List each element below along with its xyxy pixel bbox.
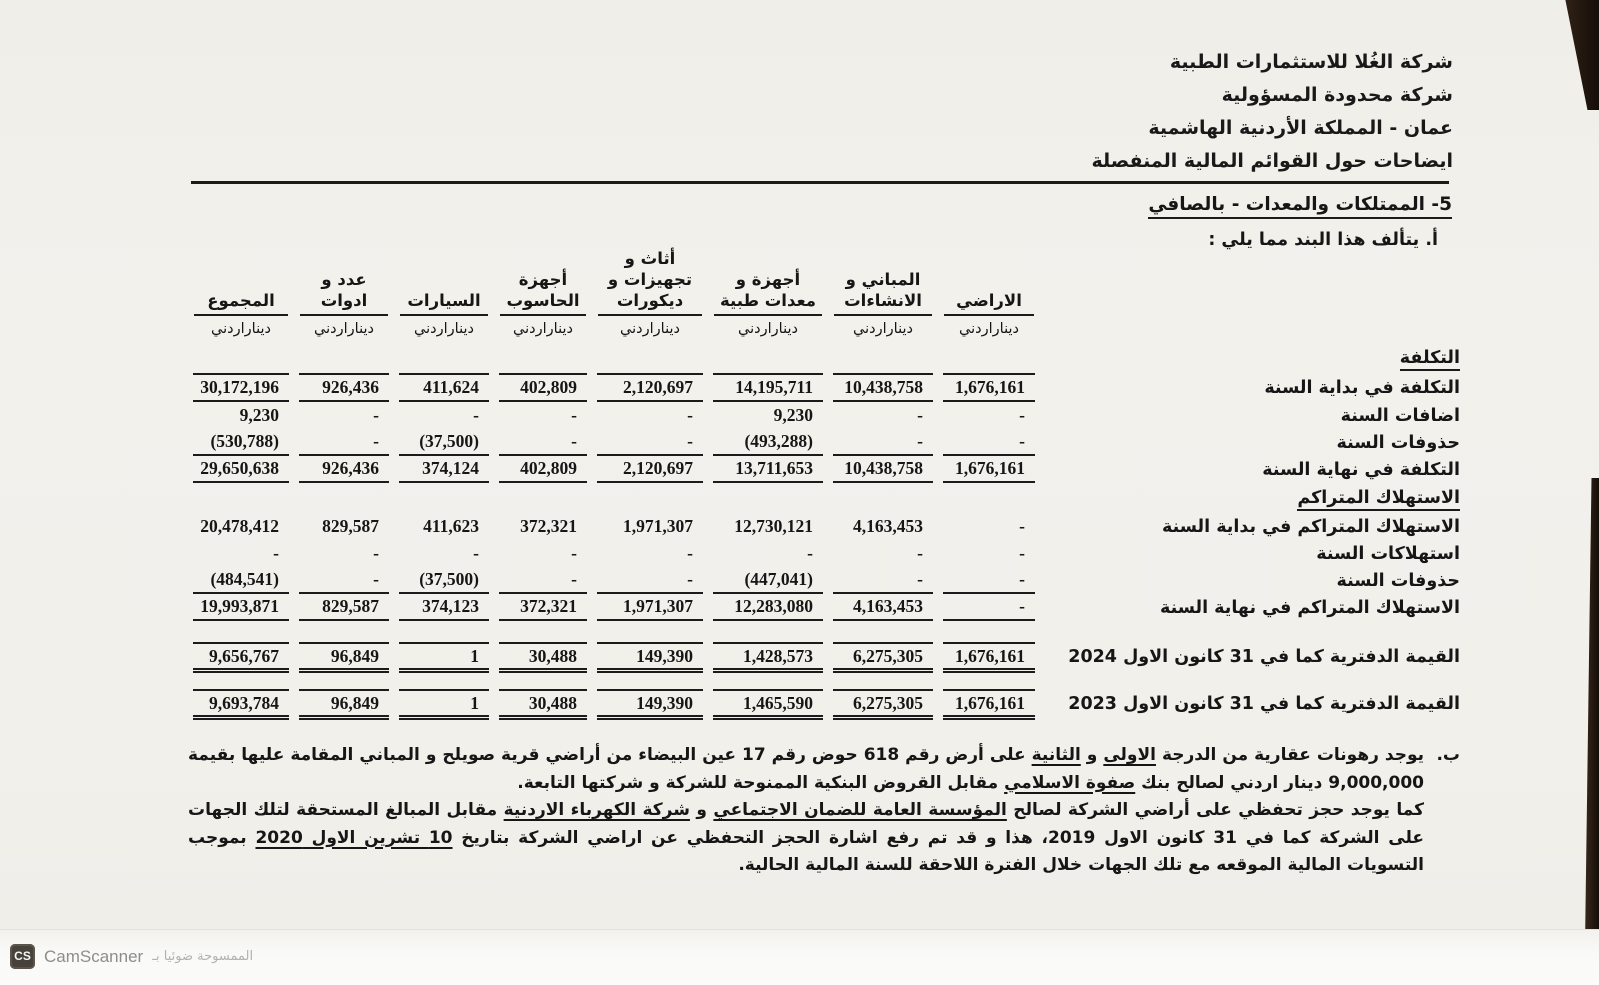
spacer-cell xyxy=(188,673,1460,688)
value-cell: - xyxy=(938,594,1040,621)
value-cell: 10,438,758 xyxy=(828,456,938,483)
note-text-segment: 31 كانون الاول 2019 xyxy=(1047,827,1237,848)
section-label: الاستهلاك المتراكم xyxy=(1297,488,1460,511)
row-label: حذوفات السنة xyxy=(1336,432,1460,453)
value-cell: 6,275,305 xyxy=(828,688,938,720)
note-text-segment: على أرض رقم xyxy=(899,745,1032,765)
value-cell: (493,288) xyxy=(708,429,828,456)
table-row xyxy=(188,373,1460,402)
value-cell: 2,120,697 xyxy=(592,456,708,483)
value-cell: 9,230 xyxy=(773,405,813,425)
note-text-segment: ، هذا و قد تم رفع اشارة الحجز التحفظي عن اراضي الشركة بتاريخ xyxy=(452,827,1048,848)
section-label-cell xyxy=(188,483,1460,513)
property-equipment-table xyxy=(188,246,1460,720)
value-cell: 30,488 xyxy=(494,641,592,673)
value-cell: 4,163,453 xyxy=(828,594,938,621)
section-label: التكلفة xyxy=(1400,348,1460,371)
value-cell: (447,041) xyxy=(708,567,828,594)
column-header-medical-equipment xyxy=(708,246,828,343)
note-text-segment: حوض رقم xyxy=(765,745,864,765)
row-label: حذوفات السنة xyxy=(1336,570,1460,591)
value-cell: 13,711,653 xyxy=(708,456,828,483)
value-cell: - xyxy=(373,405,379,425)
table-row xyxy=(188,673,1460,688)
note-text-segment: 618 xyxy=(863,745,900,765)
value-cell: - xyxy=(592,567,708,594)
table-row xyxy=(188,688,1460,720)
header-divider xyxy=(191,181,1449,184)
value-cell: 1,676,161 xyxy=(938,456,1040,483)
value-cell: 402,809 xyxy=(494,456,592,483)
value-cell: 19,993,871 xyxy=(188,594,294,621)
note-text-segment: يوجد رهونات عقارية من الدرجة xyxy=(1155,745,1424,765)
value-cell: 372,321 xyxy=(494,594,592,621)
section-title: 5- الممتلكات والمعدات - بالصافي xyxy=(1148,194,1452,219)
value-cell: 372,321 xyxy=(520,516,577,536)
value-cell: - xyxy=(828,567,938,594)
label-column-header xyxy=(1040,246,1460,343)
value-cell: - xyxy=(294,429,394,456)
company-name: شركة الغُلا للاستثمارات الطبية xyxy=(1169,51,1453,73)
value-cell: 9,656,767 xyxy=(188,641,294,673)
value-cell: - xyxy=(294,567,394,594)
row-label: اضافات السنة xyxy=(1340,405,1460,426)
value-cell: 411,623 xyxy=(423,516,479,536)
column-unit: ديناراردني xyxy=(738,321,798,337)
note-paragraph-1 xyxy=(188,742,1424,797)
column-unit: ديناراردني xyxy=(620,321,680,337)
value-cell: 30,172,196 xyxy=(188,373,294,402)
table-row xyxy=(188,540,1460,567)
column-unit: ديناراردني xyxy=(414,321,474,337)
value-cell: - xyxy=(571,543,577,563)
value-cell: 1 xyxy=(394,688,494,720)
value-cell: 1,465,590 xyxy=(708,688,828,720)
note-text-segment: مقابل المبالغ المستحقة لتلك الجهات على الشركة كما في xyxy=(188,800,1425,848)
note-text-segment: بموجب التسويات المالية الموقعه مع تلك الجهات خلال الفترة اللاحقة للسنة المالية الحالية. xyxy=(188,827,1424,875)
value-cell: 29,650,638 xyxy=(188,456,294,483)
note-text-segment: عين البيضاء من أراضي قرية صويلح و المباني المقامة عليها بقيمة xyxy=(188,745,743,765)
row-label: الاستهلاك المتراكم في بداية السنة xyxy=(1161,516,1460,537)
column-title: أجهزة الحاسوب xyxy=(500,246,586,316)
column-title: المباني و الانشاءات xyxy=(834,246,932,316)
note-text-segment: كما يوجد حجز تحفظي على أراضي الشركة لصالح xyxy=(1006,800,1425,820)
value-cell: - xyxy=(494,567,592,594)
value-cell: - xyxy=(687,405,693,425)
value-cell: - xyxy=(938,567,1040,594)
table-row xyxy=(188,641,1460,673)
value-cell: - xyxy=(1019,516,1025,536)
camscanner-brand: CamScanner xyxy=(44,946,144,966)
table-row xyxy=(188,621,1460,641)
row-label: الاستهلاك المتراكم في نهاية السنة xyxy=(1159,597,1460,618)
value-cell: 14,195,711 xyxy=(708,373,828,402)
value-cell: 411,624 xyxy=(394,373,494,402)
note-text-segment: و xyxy=(1080,745,1104,765)
value-cell: 829,587 xyxy=(294,594,394,621)
value-cell: 374,123 xyxy=(394,594,494,621)
value-cell: 1,676,161 xyxy=(938,688,1040,720)
table-row xyxy=(188,594,1460,621)
table-header xyxy=(188,246,1460,343)
column-title: المجموع xyxy=(194,246,288,316)
value-cell: (37,500) xyxy=(394,567,494,594)
value-cell: 1,971,307 xyxy=(623,516,693,536)
value-cell: 149,390 xyxy=(592,641,708,673)
value-cell: - xyxy=(938,429,1040,456)
section-label-cell xyxy=(188,343,1460,373)
note-paragraphs xyxy=(188,742,1424,880)
value-cell: 10,438,758 xyxy=(828,373,938,402)
column-header-cars xyxy=(394,246,494,343)
value-cell: 9,693,784 xyxy=(188,688,294,720)
value-cell: 30,488 xyxy=(494,688,592,720)
value-cell: (37,500) xyxy=(394,429,494,456)
value-cell: 9,230 xyxy=(239,405,279,425)
table-row xyxy=(188,456,1460,483)
value-cell: - xyxy=(917,405,923,425)
column-unit: ديناراردني xyxy=(853,321,913,337)
value-cell: 149,390 xyxy=(592,688,708,720)
value-cell: (530,788) xyxy=(188,429,294,456)
value-cell: 96,849 xyxy=(294,688,394,720)
value-cell: 20,478,412 xyxy=(200,516,279,536)
note-text-segment: الثانية xyxy=(1031,745,1081,765)
table-row xyxy=(188,402,1460,429)
note-text-segment: شركة الكهرباء الاردنية xyxy=(503,800,690,820)
camscanner-watermark xyxy=(10,944,253,969)
value-cell: - xyxy=(494,429,592,456)
table-row xyxy=(188,483,1460,513)
camscanner-logo-icon: CS xyxy=(10,944,35,969)
value-cell: 402,809 xyxy=(494,373,592,402)
value-cell: 6,275,305 xyxy=(828,641,938,673)
note-b-marker: ب. xyxy=(1436,745,1460,765)
spacer-cell xyxy=(188,621,1460,641)
value-cell: 12,283,080 xyxy=(708,594,828,621)
column-header-furniture-decor xyxy=(592,246,708,343)
column-unit: ديناراردني xyxy=(314,321,374,337)
value-cell: (484,541) xyxy=(188,567,294,594)
row-label: التكلفة في نهاية السنة xyxy=(1262,459,1460,480)
company-location: عمان - المملكة الأردنية الهاشمية xyxy=(1148,117,1453,139)
note-text-segment: 10 تشرين الاول 2020 xyxy=(255,827,453,848)
value-cell: 1,971,307 xyxy=(592,594,708,621)
value-cell: - xyxy=(473,543,479,563)
value-cell: - xyxy=(273,543,279,563)
value-cell: 4,163,453 xyxy=(853,516,923,536)
value-cell: - xyxy=(687,543,693,563)
column-unit: ديناراردني xyxy=(211,321,271,337)
note-text-segment: المؤسسة العامة للضمان الاجتماعي xyxy=(713,800,1007,820)
column-header-total xyxy=(188,246,294,343)
value-cell: - xyxy=(828,429,938,456)
document-subtitle: ايضاحات حول القوائم المالية المنفصلة xyxy=(1091,150,1453,172)
value-cell: - xyxy=(807,543,813,563)
value-cell: 829,587 xyxy=(322,516,379,536)
scan-artifact-right-edge xyxy=(1584,478,1599,930)
column-title: أجهزة و معدات طبية xyxy=(714,246,822,316)
notes-section xyxy=(188,742,1464,880)
column-title: السيارات xyxy=(400,246,488,316)
column-header-tools xyxy=(294,246,394,343)
value-cell: 374,124 xyxy=(394,456,494,483)
document-header xyxy=(1091,46,1453,178)
column-unit: ديناراردني xyxy=(959,321,1019,337)
note-text-segment: الاولى xyxy=(1103,745,1156,765)
value-cell: 1,676,161 xyxy=(938,373,1040,402)
value-cell: 1,676,161 xyxy=(938,641,1040,673)
table-row xyxy=(188,429,1460,456)
table-row xyxy=(188,513,1460,540)
column-title: أثاث و تجهيزات و ديكورات xyxy=(598,246,702,316)
note-text-segment: دينار اردني لصالح بنك xyxy=(1135,772,1329,793)
column-header-buildings xyxy=(828,246,938,343)
note-paragraph-2 xyxy=(188,797,1424,880)
value-cell: - xyxy=(917,543,923,563)
table-body xyxy=(188,343,1460,720)
value-cell: - xyxy=(373,543,379,563)
table-row xyxy=(188,567,1460,594)
section-intro: أ. يتألف هذا البند مما يلي : xyxy=(1208,230,1438,250)
camscanner-arabic-text: الممسوحة ضوئيا بـ xyxy=(152,949,254,964)
value-cell: - xyxy=(1019,543,1025,563)
note-text-segment: صفوة الاسلامي xyxy=(1004,772,1136,793)
value-cell: 2,120,697 xyxy=(592,373,708,402)
scan-artifact-top-right xyxy=(1551,0,1599,110)
value-cell: 1,428,573 xyxy=(708,641,828,673)
column-unit: ديناراردني xyxy=(513,321,573,337)
column-title: الاراضي xyxy=(944,246,1034,316)
row-label: القيمة الدفترية كما في 31 كانون الاول 2024 xyxy=(1068,647,1460,667)
value-cell: - xyxy=(592,429,708,456)
value-cell: 12,730,121 xyxy=(734,516,813,536)
value-cell: 926,436 xyxy=(294,456,394,483)
value-cell: 926,436 xyxy=(294,373,394,402)
note-text-segment: مقابل القروض البنكية الممنوحة للشركة و شركتها التابعة. xyxy=(517,772,1005,793)
column-header-computers xyxy=(494,246,592,343)
note-text-segment: و xyxy=(689,800,714,820)
column-header-lands xyxy=(938,246,1040,343)
value-cell: 96,849 xyxy=(294,641,394,673)
value-cell: - xyxy=(1019,405,1025,425)
table-row xyxy=(188,343,1460,373)
note-text-segment: 17 xyxy=(742,745,766,765)
value-cell: 1 xyxy=(394,641,494,673)
value-cell: - xyxy=(473,405,479,425)
row-label: التكلفة في بداية السنة xyxy=(1264,377,1460,398)
note-text-segment: 9,000,000 xyxy=(1328,772,1424,793)
row-label: القيمة الدفترية كما في 31 كانون الاول 2023 xyxy=(1068,694,1460,714)
company-legal-form: شركة محدودة المسؤولية xyxy=(1221,84,1453,106)
row-label: استهلاكات السنة xyxy=(1316,543,1460,564)
column-title: عدد و ادوات xyxy=(300,246,388,316)
value-cell: - xyxy=(571,405,577,425)
